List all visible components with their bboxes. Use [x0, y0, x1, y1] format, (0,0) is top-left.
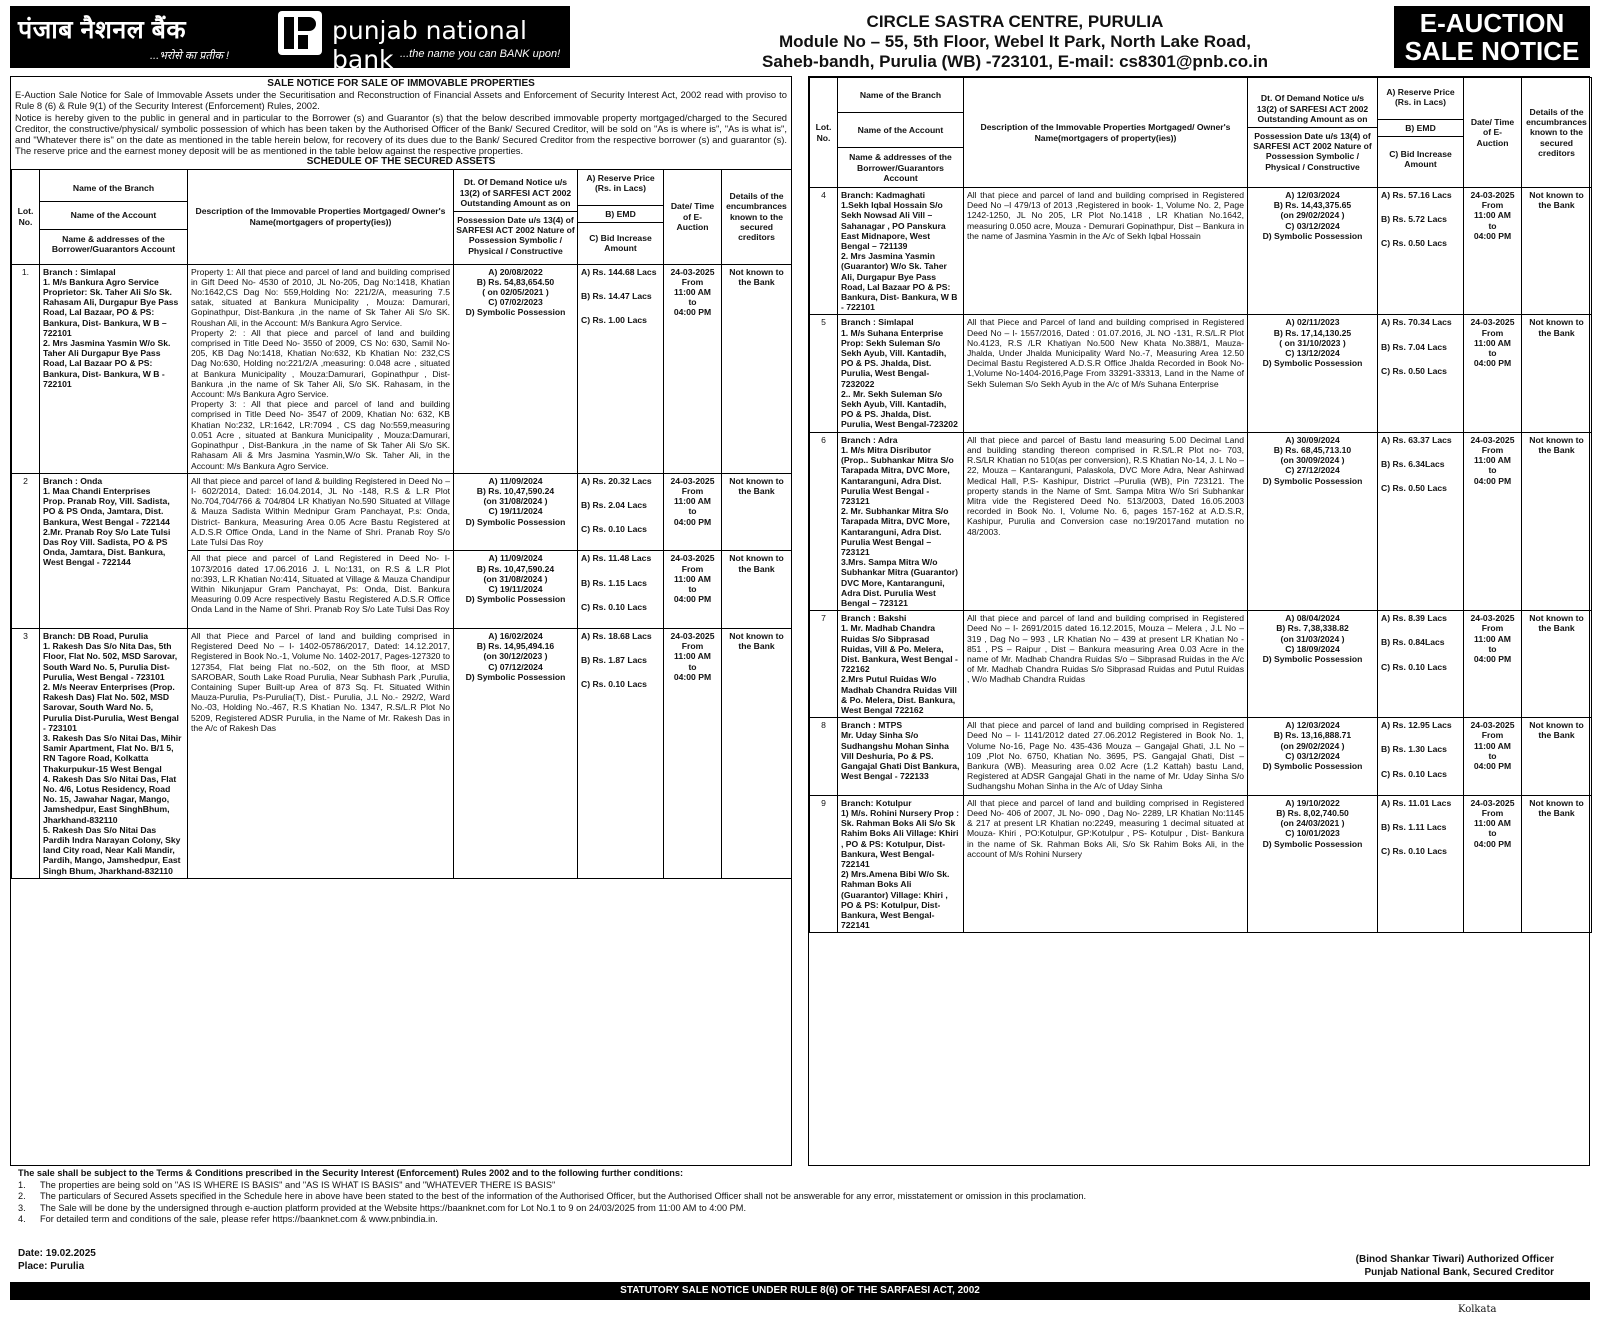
table-row — [810, 432, 1592, 610]
auction-datetime: 24-03-2025 From 11:00 AM to 04:00 PM — [664, 628, 722, 878]
col-header: Lot. No. — [12, 169, 40, 264]
demand-details: A) 16/02/2024 B) Rs. 14,95,494.16 (on 30/12/2023 ) C) 07/12/2024 D) Symbolic Possession — [454, 628, 578, 878]
reserve-price: A) Rs. 11.48 Lacs — [581, 553, 652, 564]
borrowers: 1. M/s Mitra Disributor (Prop.. Subhankar Mitra S/o Tarapada Mitra, DVC More, Kantaranguni, Adra Dist. Purulia West Bengal - 723121 2. Mr. Subhankar Mitra S/o Tarapada Mitra, DVC More, Kantaranguni, Adra Dist. Purulia West Bengal – 723121 3.Mrs. Sampa Mitra W/o Subhankar Mitra (Guarantor) DVC More, Kantaranguni, Adra Dist. Purulia West Bengal – 723121 — [841, 444, 958, 608]
property-description: All that piece and parcel of land & building Registered in Deed No – I- 602/2014, Dated: 16.04.2014, JL No -148, R.S & L.R Plot No.704,704/766 & 704/804 LR Khatiyan No.590 Situated at Village & Mauza Sadista Within Mednipur Gram Panchayat, P.s: Onda, District- Bankura, Measuring Area 0.05 Acre Bastu Registered at A.D.S.R Office Onda, Land in the Name of Shri. Pranab Roy S/o Late Tulsi Das Roy — [188, 473, 454, 551]
pnb-logo — [10, 6, 570, 74]
borrower-cell — [838, 432, 964, 610]
emd: B) Rs. 6.34Lacs — [1381, 458, 1445, 469]
price-cell — [1378, 795, 1464, 933]
terms-lead: The sale shall be subject to the Terms & Conditions prescribed in the Security Interest (Enforcement) Rules 2002 and to the following further conditions: — [18, 1168, 684, 1178]
lot-no: 7 — [810, 611, 838, 718]
demand-details: A) 20/08/2022 B) Rs. 54,83,654.50 ( on 02/05/2021 ) C) 07/02/2023 D) Symbolic Possession — [454, 264, 578, 473]
col-header: Lot. No. — [810, 78, 838, 188]
col-header: Date/ Time of E-Auction — [664, 169, 722, 264]
auction-datetime: 24-03-2025 From 11:00 AM to 04:00 PM — [664, 473, 722, 551]
officer-name: (Binod Shankar Tiwari) Authorized Officer — [1355, 1254, 1554, 1265]
property-description: All that piece and parcel of land and building comprised in Registered Deed No – I- 2691/2015 dated 16.12.2015, Mouza – Melera , J.L No – 319 , Dag No – 993 , LR Khatian No – 439 at present LR Khatian No - 851 , PS – Raipur , Dist – Bankura measuring Area 0.03 Acre in the name of Mr. Madhab Chandra Ruidas S/o – Sibprasad Ruidas in the A/c of Mr. Madhab Chandra Ruidas S/o Sibprasad Ruidas and Putul Ruidas , W/o Madhab Chandra Ruidas — [964, 611, 1248, 718]
eauction-badge — [1394, 6, 1590, 68]
bank-name-hindi: पंजाब नैशनल बैंक — [18, 16, 187, 44]
price-cell — [578, 628, 664, 878]
auction-datetime: 24-03-2025 From 11:00 AM to 04:00 PM — [664, 551, 722, 629]
encumbrance: Not known to the Bank — [1522, 795, 1592, 933]
term-item: 1. The properties are being sold on "AS IS WHERE IS BASIS" and "AS IS WHAT IS BASIS" and "WHATEVER THERE IS BASIS" — [18, 1179, 556, 1190]
col-header: Description of the Immovable Properties Mortgaged/ Owner's Name(mortgagers of property(ies)) — [964, 78, 1248, 188]
term-item: 3. The Sale will be done by the undersigned through e-auction platform provided at the Website https://baanknet.com for Lot No.1 to 9 on 24/03/2025 from 11:00 AM to 4:00 PM. — [18, 1202, 746, 1213]
borrower-cell — [838, 315, 964, 432]
table-row — [12, 473, 792, 551]
term-item: 2. The particulars of Secured Assets specified in the Schedule here in above have been stated to the best of the information of the Authorised Officer, but the Authorised Officer shall not be answerable for any error, misstatement or omission in this proclamation. — [18, 1191, 1087, 1202]
notice-place: Place: Purulia — [18, 1261, 85, 1272]
signature-block — [1356, 1253, 1554, 1279]
table-row — [810, 718, 1592, 796]
col-header-branch: Name of the Branch Name of the Account Name & addresses of the Borrower/Guarantors Account — [838, 78, 964, 188]
lot-no: 4 — [810, 188, 838, 315]
bank-name-english: punjab national bank — [332, 16, 527, 74]
col-header: Details of the encumbrances known to the secured creditors — [722, 169, 792, 264]
price-cell — [1378, 611, 1464, 718]
notice-intro — [11, 77, 791, 169]
demand-details: A) 12/03/2024 B) Rs. 14,43,375.65 (on 29/02/2024 ) C) 03/12/2024 D) Symbolic Possession — [1248, 188, 1378, 315]
branch-name: Branch : Simlapal — [841, 317, 914, 328]
borrowers: 1) M/s. Rohini Nursery Prop : Sk. Rahman Boks Ali S/o Sk Rahim Boks Ali Village: Khiri , PO & PS: Kotulpur, Dist- Bankura, West Bengal- 722141 2) Mrs.Amena Bibi W/o Sk. Rahman Boks Ali (Guarantor) Village: Khiri , PO & PS: Kotulpur, Dist- Bankura, West Bengal- 722141 — [841, 807, 959, 931]
borrowers: 1. Rakesh Das S/o Nita Das, 5th Floor, Flat No. 502, MSD Sarovar, South Ward No. 5, Purulia Dist- Purulia, West Bengal - 723101 2. M/s Neerav Enterprises (Prop. Rakesh Das) Flat No. 502, MSD Sarovar, South Ward No. 5, Purulia Dist-Purulia, West Bengal - 723101 3. Rakesh Das S/o Nitai Das, Mihir Samir Apartment, Flat No. B/1 5, RN Tagore Road, Kolkatta Thakurpukur-15 West Bengal 4. Rakesh Das S/o Nitai Das, Flat No. 4/6, Lotus Residency, Road No. 15, Jawahar Nagar, Mango, Jamshedpur, East SinghBhum, Jharkhand-832110 5. Rakesh Das S/o Nitai Das Pardih Indra Narayan Colony, Sky land City road, Near Kali Mandir, Pardih, Mango, Jamshedpur, East Singh Bhum, Jharkhand-832110 — [43, 641, 182, 876]
property-description: All that piece and parcel of land and building comprised in Registered Deed No- 406 of 2007, JL No- 090 , Dag No- 2289, LR Khatian No:1145 & 217 at present LR Khatian no:2249, measuring 1 decimal situated at Mouza- Khiri , PO:Kotulpur, GP:Kotulpur , PS- Kotulpur , Dist- Bankura in the name of Sk. Rahman Boks Ali, S/o Sk Rahim Boks Ali, in the account of M/s Rohini Nursery — [964, 795, 1248, 933]
borrower-cell — [838, 611, 964, 718]
encumbrance: Not known to the Bank — [722, 473, 792, 551]
reserve-price: A) Rs. 18.68 Lacs — [581, 630, 652, 641]
auction-datetime: 24-03-2025 From 11:00 AM to 04:00 PM — [1464, 718, 1522, 796]
badge-line: E-AUCTION — [1419, 8, 1565, 38]
demand-details: A) 19/10/2022 B) Rs. 8,02,740.50 (on 24/03/2021 ) C) 10/01/2023 D) Symbolic Possession — [1248, 795, 1378, 933]
office-address-line: Saheb-bandh, Purulia (WB) -723101, E-mail: cs8301@pnb.co.in — [762, 52, 1268, 71]
notice-title: SALE NOTICE FOR SALE OF IMMOVABLE PROPERTIES — [267, 78, 535, 89]
statutory-banner: STATUTORY SALE NOTICE UNDER RULE 8(6) OF THE SARFAESI ACT, 2002 — [10, 1282, 1590, 1300]
intro-paragraph: E-Auction Sale Notice for Sale of Immovable Assets under the Securitisation and Reconstruction of Financial Assets and Enforcement of Security Interest Act, 2002 read with proviso to Rule 8 (6) & Rule 9(1) of the Security Interest (Enforcement) Rules, 2002. — [15, 89, 787, 112]
col-header-price: A) Reserve Price (Rs. in Lacs) B) EMD C) Bid Increase Amount — [578, 169, 664, 264]
price-cell — [1378, 718, 1464, 796]
price-cell — [1378, 188, 1464, 315]
emd: B) Rs. 14.47 Lacs — [581, 290, 652, 301]
lot-no: 2 — [12, 473, 40, 628]
assets-table — [11, 169, 792, 879]
bid-increase: C) Rs. 0.10 Lacs — [1381, 661, 1447, 672]
emd: B) Rs. 2.04 Lacs — [581, 499, 647, 510]
encumbrance: Not known to the Bank — [1522, 611, 1592, 718]
bid-increase: C) Rs. 0.50 Lacs — [1381, 483, 1447, 494]
bid-increase: C) Rs. 0.10 Lacs — [1381, 846, 1447, 857]
borrowers: 1. M/s Bankura Agro Service Proprietor: Sk. Taher Ali S/o Sk. Rahasam Ali, Durgapur Bye Pass Road, Lal Bazaar, PO & PS: Bankura, Dist- Bankura, W B – 722101 2. Mrs Jasmina Yasmin W/o Sk. Taher Ali Durgapur Bye Pass Road, Lal Bazaar PO & PS: Bankura, Dist- Bankura, W B - 722101 — [43, 276, 179, 389]
bid-increase: C) Rs. 0.50 Lacs — [1381, 365, 1447, 376]
auction-datetime: 24-03-2025 From 11:00 AM to 04:00 PM — [1464, 432, 1522, 610]
lot-no: 1. — [12, 264, 40, 473]
price-cell — [578, 473, 664, 551]
property-description: All that piece and parcel of Land Registered in Deed No- I-1073/2016 dated 17.06.2016 J. L No:131, on R.S & L.R Plot no:393, L.R Khatian No:414, Situated at Village & Mauza Chandipur Within Nikunjapur Gram Panchayat, Ps: Onda, Dist. Bankura Measuring 0.09 Acre respectively Bastu Registered A.D.S.R Office Onda Land in the Name of Shri. Pranab Roy S/o Late Tulsi Das Roy — [188, 551, 454, 629]
pnb-emblem-icon — [278, 11, 322, 55]
emd: B) Rs. 5.72 Lacs — [1381, 214, 1447, 225]
badge-line: SALE NOTICE — [1404, 36, 1580, 66]
terms-and-conditions — [18, 1168, 1588, 1226]
borrowers: 1. Maa Chandi Enterprises Prop. Pranab Roy, Vill. Sadista, PO & PS Onda, Jamtara, Dist. Bankura, West Bengal - 722144 2.Mr. Pranab Roy S/o Late Tulsi Das Roy Vill. Sadista, PO & PS Onda, Jamtara, Dist. Bankura, West Bengal - 722144 — [43, 485, 171, 568]
branch-name: Branch : Onda — [43, 475, 103, 486]
table-row — [810, 795, 1592, 933]
col-header-price: A) Reserve Price (Rs. in Lacs) B) EMD C) Bid Increase Amount — [1378, 78, 1464, 188]
branch-name: Branch : Bakshi — [841, 613, 907, 624]
demand-details: A) 12/03/2024 B) Rs. 13,16,888.71 (on 29/02/2024 ) C) 03/12/2024 D) Symbolic Possession — [1248, 718, 1378, 796]
property-description: All that piece and parcel of land and building comprised in Registered Deed No – I- 1141/2012 dated 27.06.2012 Registered in Book No. 1, Volume No-16, Page No. 435-436 Mouza – Gangajal Ghati, J.L No – 109 ,Plot No. 6750, Khatian No. 3695, PS. Gangajal Ghati, Dist – Bankura (WB). Measuring area 0.02 Acre (1.2 Kattah) bastu Land, Registered at ADSR Gangajal Ghati in the name of Mr. Uday Sinha S/o Sudhangshu Mohan Sinha in the A/c of Uday Sinha — [964, 718, 1248, 796]
schedule-title: SCHEDULE OF THE SECURED ASSETS — [306, 156, 496, 168]
emd: B) Rs. 7.04 Lacs — [1381, 341, 1447, 352]
auction-datetime: 24-03-2025 From 11:00 AM to 04:00 PM — [1464, 188, 1522, 315]
table-row — [12, 628, 792, 878]
price-cell — [578, 264, 664, 473]
encumbrance: Not known to the Bank — [1522, 315, 1592, 432]
demand-details: A) 11/09/2024 B) Rs. 10,47,590.24 (on 31/08/2024 ) C) 19/11/2024 D) Symbolic Possession — [454, 473, 578, 551]
office-address — [650, 12, 1380, 72]
city-label: Kolkata — [1458, 1304, 1497, 1315]
date-place — [18, 1247, 96, 1273]
bid-increase: C) Rs. 0.10 Lacs — [581, 524, 647, 535]
demand-details: A) 08/04/2024 B) Rs. 7,38,338.82 (on 31/03/2024 ) C) 18/09/2024 D) Symbolic Possession — [1248, 611, 1378, 718]
auction-datetime: 24-03-2025 From 11:00 AM to 04:00 PM — [664, 264, 722, 473]
encumbrance: Not known to the Bank — [1522, 188, 1592, 315]
borrower-cell — [838, 718, 964, 796]
right-column — [808, 76, 1590, 1166]
table-header-row — [12, 169, 792, 264]
col-header-demand: Dt. Of Demand Notice u/s 13(2) of SARFESI ACT 2002 Outstanding Amount as on Possession Date u/s 13(4) of SARFESI ACT 2002 Nature of Possession Symbolic / Physical / Constructive — [454, 169, 578, 264]
assets-table — [809, 77, 1592, 933]
borrower-cell — [838, 795, 964, 933]
borrowers: 1. M/s Suhana Enterprise Prop: Sekh Suleman S/o Sekh Ayub, Vill. Kantadih, PO & PS. Jhalda, Dist. Purulia, West Bengal-7232022 2.. Mr. Sekh Suleman S/o Sekh Ayub, Vill. Kantadih, PO & PS. Jhalda, Dist. Purulia, West Bengal-723202 — [841, 327, 958, 430]
demand-details: A) 30/09/2024 B) Rs. 68,45,713.10 (on 30/09/2024 ) C) 27/12/2024 D) Symbolic Possession — [1248, 432, 1378, 610]
intro-paragraph: Notice is hereby given to the public in general and in particular to the Borrower (s) and Guarantor (s) that the below described immovable property mortgaged/charged to the Secured Creditor, the constructive/physical/ symbolic possession of which has been taken by the Authorised Officer of the Bank/ Secured Creditor, will be sold on "As is where is", "As is what is", and "Whatever there is" on the date as mentioned in the table herein below, for recovery of its dues due to the Bank/ Secured Creditor from the respective borrower (s) and guarantor (s). The reserve price and the earnest money deposit will be as mentioned in the table below against the respective properties. — [15, 111, 787, 157]
encumbrance: Not known to the Bank — [1522, 718, 1592, 796]
auction-datetime: 24-03-2025 From 11:00 AM to 04:00 PM — [1464, 611, 1522, 718]
table-row — [810, 315, 1592, 432]
branch-name: Branch : Simlapal — [43, 266, 116, 277]
reserve-price: A) Rs. 70.34 Lacs — [1381, 317, 1452, 328]
branch-name: Branch: Kadmaghati — [841, 190, 926, 201]
borrower-cell — [838, 188, 964, 315]
property-description: All that piece and parcel of land and building comprised in Registered Deed No –I 479/13 of 2013 ,Registered in book- 1, Volume No. 2, Page 1242-1250, JL No 205, LR Plot No.1418 , LR Khatian No.1642, measuring 0.050 acre, Mouza - Demurari Gopinathpur, Dist – Bankura in the name of Jasmina Yasmin in the A/c of Sekh Iqbal Hossain — [964, 188, 1248, 315]
borrowers: Mr. Uday Sinha S/o Sudhangshu Mohan Sinha Vill Deshuria, Po & PS. Gangajal Ghati Dist Bankura, West Bengal - 722133 — [841, 730, 960, 782]
borrowers: 1.Sekh Iqbal Hossain S/o Sekh Nowsad Ali Vill – Sahanagar , PO Panskura East Midnapore, West Bengal – 721139 2. Mrs Jasmina Yasmin (Guarantor) W/o Sk. Taher Ali, Durgapur Bye Pass Road, Lal Bazaar PO & PS: Bankura, Dist- Bankura, W B - 722101 — [841, 200, 958, 313]
table-row — [12, 264, 792, 473]
emd: B) Rs. 1.11 Lacs — [1381, 821, 1447, 832]
office-address-line: Module No – 55, 5th Floor, Webel It Park, North Lake Road, — [779, 32, 1251, 51]
col-header: Date/ Time of E-Auction — [1464, 78, 1522, 188]
emd: B) Rs. 1.30 Lacs — [1381, 744, 1447, 755]
auction-datetime: 24-03-2025 From 11:00 AM to 04:00 PM — [1464, 315, 1522, 432]
auction-datetime: 24-03-2025 From 11:00 AM to 04:00 PM — [1464, 795, 1522, 933]
terms-list — [18, 1180, 1588, 1226]
table-header-row — [810, 78, 1592, 188]
encumbrance: Not known to the Bank — [722, 264, 792, 473]
col-header-branch: Name of the Branch Name of the Account Name & addresses of the Borrower/Guarantors Account — [40, 169, 188, 264]
borrower-cell — [40, 264, 188, 473]
property-description: All that Piece and Parcel of land and building comprised in Registered Deed No – I- 1402-05786/2017, Dated: 14.12.2017, Registered in Book No.-1, Volume No. 1402-2017, Pages-127320 to 127354, Flat being Flat no.-502, on the 5th floor, at MSD SAROBAR, South Lake Road Purulia, Near Subhash Park ,Purulia, Containing Super Built-up Area of 873 Sq. Ft. Situated Within Mauza-Purulia, Ps-Purulia(T), Dist.- Purulia, J.L No.- 292/2, Ward No.-03, Holding No.-467, R.S Khatian No. 1347, R.S/L.R Plot No 5209, Registered ADSR Purulia, in the Name of Mr. Rakesh Das in the A/c of Rakesh Das — [188, 628, 454, 878]
reserve-price: A) Rs. 57.16 Lacs — [1381, 190, 1452, 201]
price-cell — [1378, 432, 1464, 610]
lot-no: 5 — [810, 315, 838, 432]
col-header-demand: Dt. Of Demand Notice u/s 13(2) of SARFESI ACT 2002 Outstanding Amount as on Possession Date u/s 13(4) of SARFESI ACT 2002 Nature of Possession Symbolic / Physical / Constructive — [1248, 78, 1378, 188]
bid-increase: C) Rs. 0.10 Lacs — [581, 601, 647, 612]
property-description: All that Piece and Parcel of land and building comprised in Registered Deed No – I- 1557/2016, Dated : 01.07.2016, JL NO -131, R.S/L.R Plot No.4123, R.S /LR Khatiyan No.500 New Khata No.388/1, Mauza- Jhalda, Under Jhalda Municipality Ward No.-7, Measuring Area 12.50 Decimal Bastu Registered A.D.S.R Office Jhalda Recorded in Book No-1,Volume No-1404-2016,Page From 33291-33313, Land in the Name of Sekh Suleman S/o Sekh Ayub in the A/c of M/s Suhana Enterprise — [964, 315, 1248, 432]
officer-bank: Punjab National Bank, Secured Creditor — [1364, 1267, 1554, 1278]
office-title: CIRCLE SASTRA CENTRE, PURULIA — [866, 12, 1164, 31]
emd: B) Rs. 1.87 Lacs — [581, 655, 647, 666]
price-cell — [1378, 315, 1464, 432]
encumbrance: Not known to the Bank — [722, 628, 792, 878]
left-column — [10, 76, 792, 1166]
borrower-cell — [40, 473, 188, 628]
tagline-hindi: ...भरोसे का प्रतीक ! — [150, 50, 230, 62]
reserve-price: A) Rs. 144.68 Lacs — [581, 266, 657, 277]
term-item: 4. For detailed term and conditions of the sale, please refer https://baanknet.com & www.pnbindia.in. — [18, 1214, 438, 1225]
emd: B) Rs. 0.84Lacs — [1381, 637, 1445, 648]
table-row — [810, 188, 1592, 315]
demand-details: A) 02/11/2023 B) Rs. 17,14,130.25 ( on 31/10/2023 ) C) 13/12/2024 D) Symbolic Possession — [1248, 315, 1378, 432]
col-header: Details of the encumbrances known to the secured creditors — [1522, 78, 1592, 188]
reserve-price: A) Rs. 11.01 Lacs — [1381, 797, 1452, 808]
branch-name: Branch : Adra — [841, 434, 898, 445]
reserve-price: A) Rs. 63.37 Lacs — [1381, 434, 1452, 445]
property-description: All that piece and parcel of Bastu land measuring 5.00 Decimal Land and building standing thereon comprised in R.S/L.R Plot no- 703, R.S/LR Khatian no 510(as per conversion), R.S Khatian No-14, J. L No – 22, Mouza – Kantaranguni, Palaskola, DVC More Adra, Near Ashirwad Medical Hall, P.S- Kashipur, District –Purulia (WB), Pin 723121. The property stands in the Name of Smt. Sampa Mitra W/o Sri Subhankar Mitra vide the Registered Deed No. 513/2003, Dated 16.05.2003 recorded in Book No. I, Volume No. 6, pages 157-162 at A.D.S.R, Kashipur, Purulia and Conversion case no:19/2017and mutation no 48/2003. — [964, 432, 1248, 610]
col-header: Description of the Immovable Properties Mortgaged/ Owner's Name(mortgagers of property(ies)) — [188, 169, 454, 264]
reserve-price: A) Rs. 20.32 Lacs — [581, 475, 652, 486]
borrower-cell — [40, 628, 188, 878]
bid-increase: C) Rs. 1.00 Lacs — [581, 315, 647, 326]
branch-name: Branch: DB Road, Purulia — [43, 630, 149, 641]
lot-no: 6 — [810, 432, 838, 610]
demand-details: A) 11/09/2024 B) Rs. 10,47,590.24 (on 31/08/2024 ) C) 19/11/2024 D) Symbolic Possession — [454, 551, 578, 629]
table-row — [810, 611, 1592, 718]
bid-increase: C) Rs. 0.50 Lacs — [1381, 238, 1447, 249]
header — [10, 6, 1590, 74]
lot-no: 8 — [810, 718, 838, 796]
reserve-price: A) Rs. 8.39 Lacs — [1381, 613, 1447, 624]
emd: B) Rs. 1.15 Lacs — [581, 577, 647, 588]
borrowers: 1. Mr. Madhab Chandra Ruidas S/o Sibprasad Ruidas, Vill & Po. Melera, Dist. Bankura, West Bengal - 722162 2.Mrs Putul Ruidas W/o Madhab Chandra Ruidas Vill & Po. Melera, Dist. Bankura, West Bengal 722162 — [841, 623, 958, 715]
branch-name: Branch : MTPS — [841, 720, 903, 731]
branch-name: Branch: Kotulpur — [841, 797, 912, 808]
encumbrance: Not known to the Bank — [1522, 432, 1592, 610]
lot-no: 3 — [12, 628, 40, 878]
bid-increase: C) Rs. 0.10 Lacs — [581, 679, 647, 690]
property-description: Property 1: All that piece and parcel of land and building comprised in Gift Deed No- 4530 of 2010, JL No-205, Dag No:1418, Khatian No:1642,CS Dag No: 559,Holding No: 221/2/A, measuring 7.5 satak, situated at Bankura Municipality , Mouza: Damurari, Gopinathpur, Dist-Bankura ,in the name of Sk Taher Ali S/o SK. Roushan Ali, in the Account: M/s Bankura Agro Service. Property 2: : All that piece and parcel of land and building comprised in Title Deed No- 3550 of 2009, CS No: 630, Samil No-205, KB Dag No:1418, Khatian No:632, Kb Khatian No: 232,CS Dag No:630, Holding no:221/2/A ,measuring: 0.048 acre , situated at Bankura Municipality , Mouza:Damurari, Gopinathpur , Dist-Bankura ,in the name of Sk Taher Ali, S/o SK. Rahasam, in the Account: M/s Bankura Agro Service. Property 3: : All that piece and parcel of land and building comprised in Title Deed No- 3547 of 2009, Khatian No: 632, KB Khatian No:232, LR:1642, LR:7094 , CS dag No:559,measuring 0.051 Acre , situated at Bankura Municipality , Mouza:Damurari, Gopinathpur , Dist-Bankura ,in the name of Sk Taher Ali S/o SK. Rahasam Ali & Mrs Jasmina Yasmin,W/o Sk. Taher Ali, in the Account: M/s Bankura Agro Service. — [188, 264, 454, 473]
price-cell — [578, 551, 664, 629]
encumbrance: Not known to the Bank — [722, 551, 792, 629]
bid-increase: C) Rs. 0.10 Lacs — [1381, 768, 1447, 779]
notice-date: Date: 19.02.2025 — [18, 1248, 96, 1259]
lot-no: 9 — [810, 795, 838, 933]
reserve-price: A) Rs. 12.95 Lacs — [1381, 720, 1452, 731]
tagline-english: ...the name you can BANK upon! — [400, 48, 561, 60]
